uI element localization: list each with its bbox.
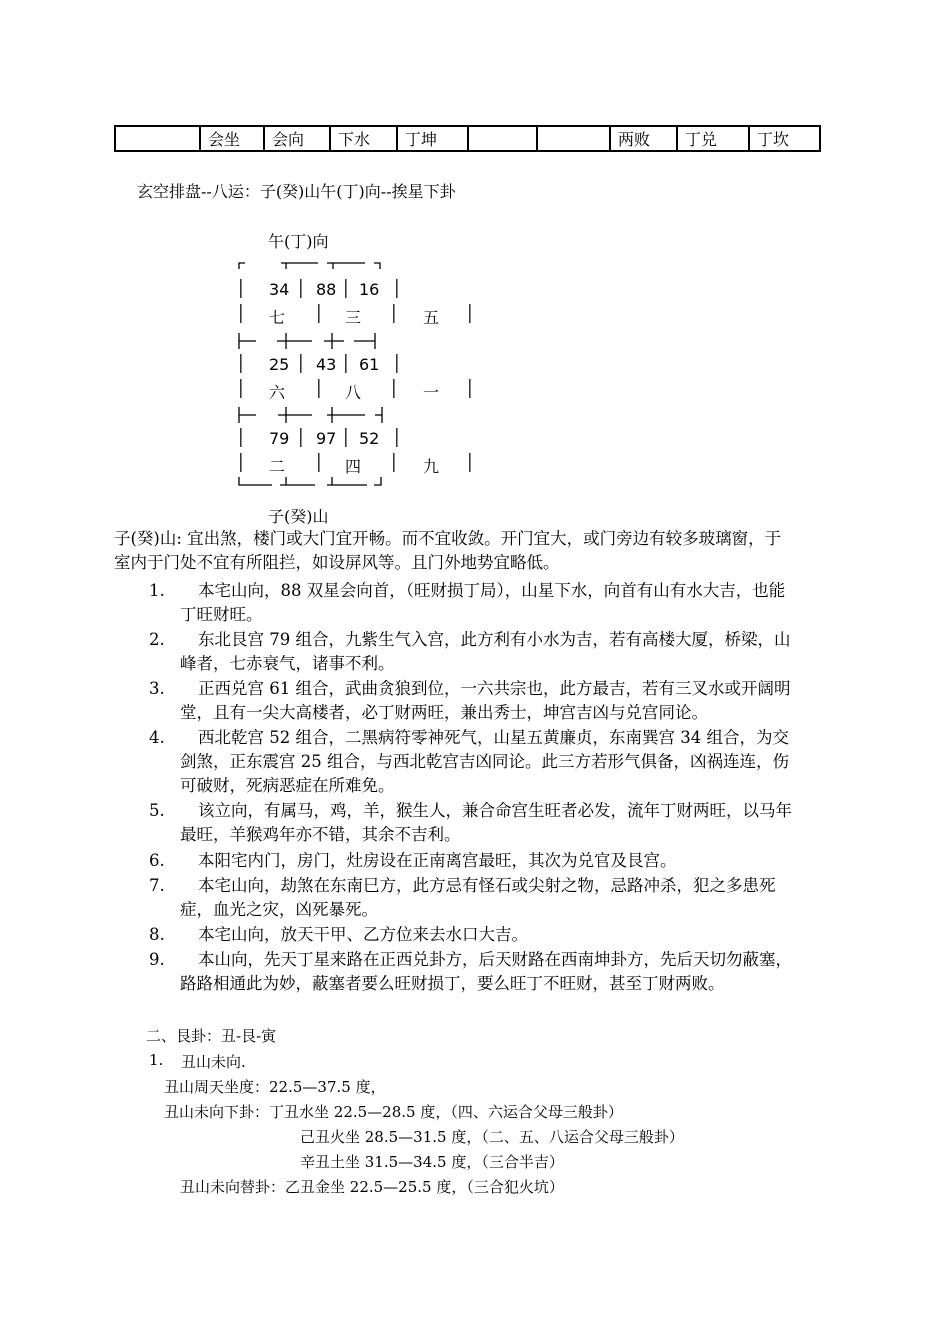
chart-palace: 三 [345,308,362,327]
list-item-line: 最旺，羊猴鸡年亦不错，其余不吉利。 [180,825,461,844]
grid-bar: │ [465,453,475,472]
list-item-line: 正西兑宫 61 组合，武曲贪狼到位，一六共宗也，此方最吉，若有三叉水或开阔明 [198,679,791,698]
list-item-number: 3. [149,679,165,698]
chart-palace: 八 [345,383,362,402]
section-2-sub-title: 丑山未向. [181,1053,246,1071]
grid-bar: │ [314,453,324,472]
section-title: 玄空排盘--八运：子(癸)山午(丁)向--挨星下卦 [137,182,456,201]
grid-bar: │ [296,279,306,298]
list-item-number: 4. [149,728,165,747]
chart-stars: 52 [359,429,380,448]
grid-bar: │ [465,379,475,398]
chart-stars: 61 [359,355,380,374]
grid-bar: │ [341,428,351,447]
list-item-number: 7. [149,876,165,895]
chart-stars: 34 [269,280,290,299]
list-item-line: 东北艮宫 79 组合，九紫生气入宫，此方利有小水为吉，若有高楼大厦，桥梁，山 [198,630,791,649]
list-item-line: 西北乾宫 52 组合，二黑病符零神死气，山星五黄廉贞，东南巽宫 34 组合，为交 [198,728,789,747]
grid-bar: │ [389,304,399,323]
section-2-line: 丑山未向替卦：乙丑金坐 22.5—25.5 度，（三合犯火坑） [180,1178,564,1196]
list-item-line: 症，血光之灾，凶死暴死。 [180,900,378,919]
list-item-line: 本山向，先天丁星来路在正西兑卦方，后天财路在西南坤卦方，先后天切勿蔽塞， [198,950,792,969]
list-item-line: 剑煞，正东震宫 25 组合，与西北乾宫吉凶同论。此三方若形气俱备，凶祸连连，伤 [180,752,789,771]
list-item-line: 丁旺财旺。 [180,605,263,624]
chart-palace: 七 [269,308,286,327]
chart-palace: 六 [269,383,286,402]
list-item-line: 路路相通此为妙，蔽塞者要么旺财损丁，要么旺丁不旺财，甚至丁财两败。 [180,974,725,993]
table-cell: 会坐 [200,126,264,151]
list-item-number: 6. [149,851,165,870]
intro-line: 子(癸)山: 宜出煞，楼门或大门宜开畅。而不宜收敛。开门宜大，或门旁边有较多玻璃窗，于 [114,529,782,548]
grid-bar: │ [314,304,324,323]
list-item-number: 8. [149,925,165,944]
grid-bar: │ [236,304,246,323]
section-2-line: 丑山周天坐度：22.5—37.5 度， [164,1078,386,1096]
grid-bar: │ [392,279,402,298]
table-cell: 下水 [330,126,397,151]
table-cell [468,126,537,151]
table-cell: 丁兑 [677,126,749,151]
grid-bar: │ [236,279,246,298]
chart-palace: 五 [423,308,440,327]
grid-bar: │ [296,428,306,447]
chart-stars: 88 [316,280,337,299]
chart-bottom-label: 子(癸)山 [268,507,329,526]
table-cell: 两败 [610,126,677,151]
table-cell: 会向 [264,126,330,151]
section-2-sub-number: 1. [149,1051,164,1069]
list-item-line: 本宅山向，88 双星会向首，（旺财损丁局），山星下水，向首有山有水大吉，也能 [198,581,786,600]
list-item-number: 1. [149,581,165,600]
list-item-number: 2. [149,630,165,649]
list-item-number: 9. [149,950,165,969]
grid-bar: │ [236,354,246,373]
list-item-number: 5. [149,801,165,820]
section-2-line: 丑山未向下卦：丁丑水坐 22.5—28.5 度，（四、六运合父母三般卦） [164,1103,623,1121]
grid-bar: │ [392,428,402,447]
grid-bar: │ [389,379,399,398]
chart-stars: 16 [359,280,380,299]
table-cell [115,126,200,151]
grid-bar: │ [465,304,475,323]
section-2-line: 辛丑土坐 31.5—34.5 度，（三合半吉） [300,1153,564,1171]
chart-stars: 79 [269,429,290,448]
list-item-line: 本阳宅内门，房门，灶房设在正南离宫最旺，其次为兑官及艮宫。 [198,851,677,870]
section-2-title: 二、艮卦：丑-艮-寅 [146,1027,277,1045]
list-item-line: 堂，且有一尖大高楼者，必丁财两旺，兼出秀士，坤宫吉凶与兑宫同论。 [180,703,708,722]
section-2-line: 己丑火坐 28.5—31.5 度，（二、五、八运合父母三般卦） [300,1128,684,1146]
header-table [114,125,821,152]
header-table-row [115,126,820,151]
chart-stars: 43 [316,355,337,374]
table-cell: 丁坎 [749,126,820,151]
grid-bar: │ [314,379,324,398]
list-item-line: 该立向，有属马，鸡，羊，猴生人，兼合命宫生旺者必发，流年丁财两旺，以马年 [198,801,792,820]
list-item-line: 本宅山向，放天干甲、乙方位来去水口大吉。 [198,925,528,944]
grid-bar: │ [236,453,246,472]
list-item-line: 峰者，七赤衰气，诸事不利。 [180,654,395,673]
grid-bar: │ [236,379,246,398]
chart-palace: 九 [423,457,440,476]
grid-bar: │ [296,354,306,373]
chart-palace: 一 [423,383,440,402]
chart-top-label: 午(丁)向 [268,232,329,251]
list-item-line: 可破财，死病恶症在所难免。 [180,776,395,795]
grid-bar: │ [341,279,351,298]
chart-palace: 四 [345,457,362,476]
chart-stars: 25 [269,355,290,374]
chart-palace: 二 [269,457,286,476]
grid-bar: │ [236,428,246,447]
grid-bar: │ [392,354,402,373]
grid-bar: │ [341,354,351,373]
table-cell: 丁坤 [397,126,468,151]
chart-stars: 97 [316,429,337,448]
table-cell [537,126,610,151]
list-item-line: 本宅山向，劫煞在东南巳方，此方忌有怪石或尖射之物，忌路冲杀，犯之多患死 [198,876,776,895]
grid-bar: │ [389,453,399,472]
intro-line: 室内于门处不宜有所阻拦，如设屏风等。且门外地势宜略低。 [114,553,560,572]
